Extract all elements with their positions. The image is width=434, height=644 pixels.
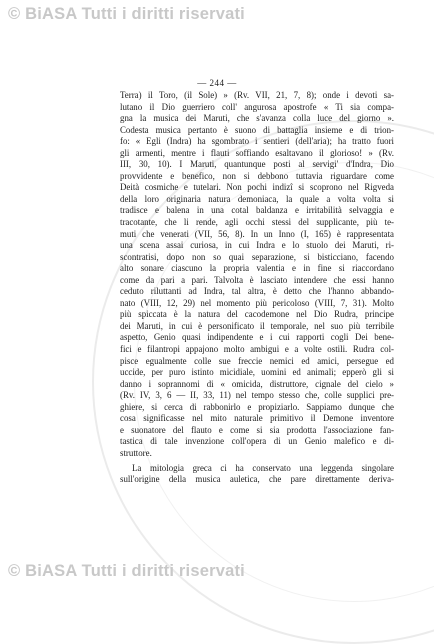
text-line: Codesta musica pertanto è suono di battaglia insieme e di trion- — [120, 124, 394, 135]
text-line: ceduto riluttanti ad Indra, tal altra, è detto che l'hanno abbando- — [120, 286, 394, 297]
paragraph — [120, 90, 394, 460]
text-line: Terra) il Toro, (il Sole) » (Rv. VII, 21, 7, 8); onde i devoti sa- — [120, 90, 394, 100]
text-line: gna la musica dei Maruti, che s'avanza colla luce del giorno ». — [120, 113, 394, 124]
text-line: uccide, per puro istinto micidiale, uomini ed animali; epperò gli si — [120, 367, 394, 378]
text-line: fici e filantropi appajono molto ambigui e a volte ostili. Rudra col- — [120, 344, 394, 355]
text-line: una scena assai curiosa, in cui Indra e lo stuolo dei Maruti, ri- — [120, 240, 394, 251]
text-line: nato (VIII, 12, 29) nel momento più pericoloso (VIII, 7, 31). Molto — [120, 297, 394, 308]
text-line: III, 30, 10). I Maruti, quantunque posti al servigi' d'Indra, Dio — [120, 159, 394, 170]
text-line: La mitologia greca ci ha conservato una leggenda singolare — [132, 462, 394, 473]
page-body — [120, 90, 394, 486]
text-line: aspetto, Genio quasi indipendente e i cui rapporti cogli Dei bene- — [120, 332, 394, 343]
watermark-bottom: © BiASA Tutti i diritti riservati — [8, 562, 245, 580]
text-line: sull'origine della musica auletica, che pare direttamente deriva- — [120, 474, 394, 485]
text-line: dei Maruti, in cui è personificato il temporale, nel suo più terribile — [120, 320, 394, 331]
page-number: — 244 — — [197, 78, 237, 88]
text-line: più spiccata è la natura del cacodemone nel Dio Rudra, principe — [120, 309, 394, 320]
text-line: e suonatore del flauto e come si sia prodotta l'associazione fan- — [120, 424, 394, 435]
text-line: ghiere, si cerca di rabbonirlo e propiziarlo. Sappiamo dunque che — [120, 401, 394, 412]
text-line: della loro originaria natura demoniaca, la quale a volta volta si — [120, 193, 394, 204]
text-line: tastica di tale invenzione coll'opera di un Genio malefico e di- — [120, 436, 394, 447]
text-line: muti che venerati (VII, 56, 8). In un Inno (I, 165) è rappresentata — [120, 228, 394, 239]
text-line: Deità cosmiche e tutelari. Non pochi indizî si scoprono nel Rigveda — [120, 182, 394, 193]
text-line: gli armenti, mentre i flauti soffiando esaltavano il glorioso! » (Rv. — [120, 147, 394, 158]
watermark-top: © BiASA Tutti i diritti riservati — [8, 5, 245, 23]
text-line: lutano il Dio guerriero coll' angurosa apostrofe « Ti sia compa- — [120, 101, 394, 112]
text-line: struttore. — [120, 447, 152, 458]
text-line: danno i soprannomi di « omicida, distruttore, cignale del cielo » — [120, 378, 394, 389]
text-line: cosa significasse nel mito naturale primitivo il Demone inventore — [120, 413, 394, 424]
paragraph — [120, 463, 394, 486]
text-line: tracotante, che li rende, agli occhi stessi del supplicante, più te- — [120, 217, 394, 228]
text-line: come da pari a pari. Talvolta è lasciato intendere che essi hanno — [120, 274, 394, 285]
text-line: scontratisi, dopo non so quai separazione, si bisticciano, facendo — [120, 251, 394, 262]
text-line: fo: « Egli (Indra) ha sgombrato i sentieri (dell'aria); ha tratto fuori — [120, 136, 394, 147]
text-line: (Rv. IV, 3, 6 — II, 33, 11) nel tempo stesso che, colle supplici pre- — [120, 390, 394, 401]
text-line: alto sonare ciascuno la propria valentia e in fine si riaccordano — [120, 263, 394, 274]
text-line: tradisce e balena in una cotal baldanza e irritabilità selvaggia e — [120, 205, 394, 216]
text-line: provvidente e benefico, non si debbono tuttavia riguardare come — [120, 170, 394, 181]
text-line: pisce egualmente colle sue freccie nemici ed amici, persegue ed — [120, 355, 394, 366]
